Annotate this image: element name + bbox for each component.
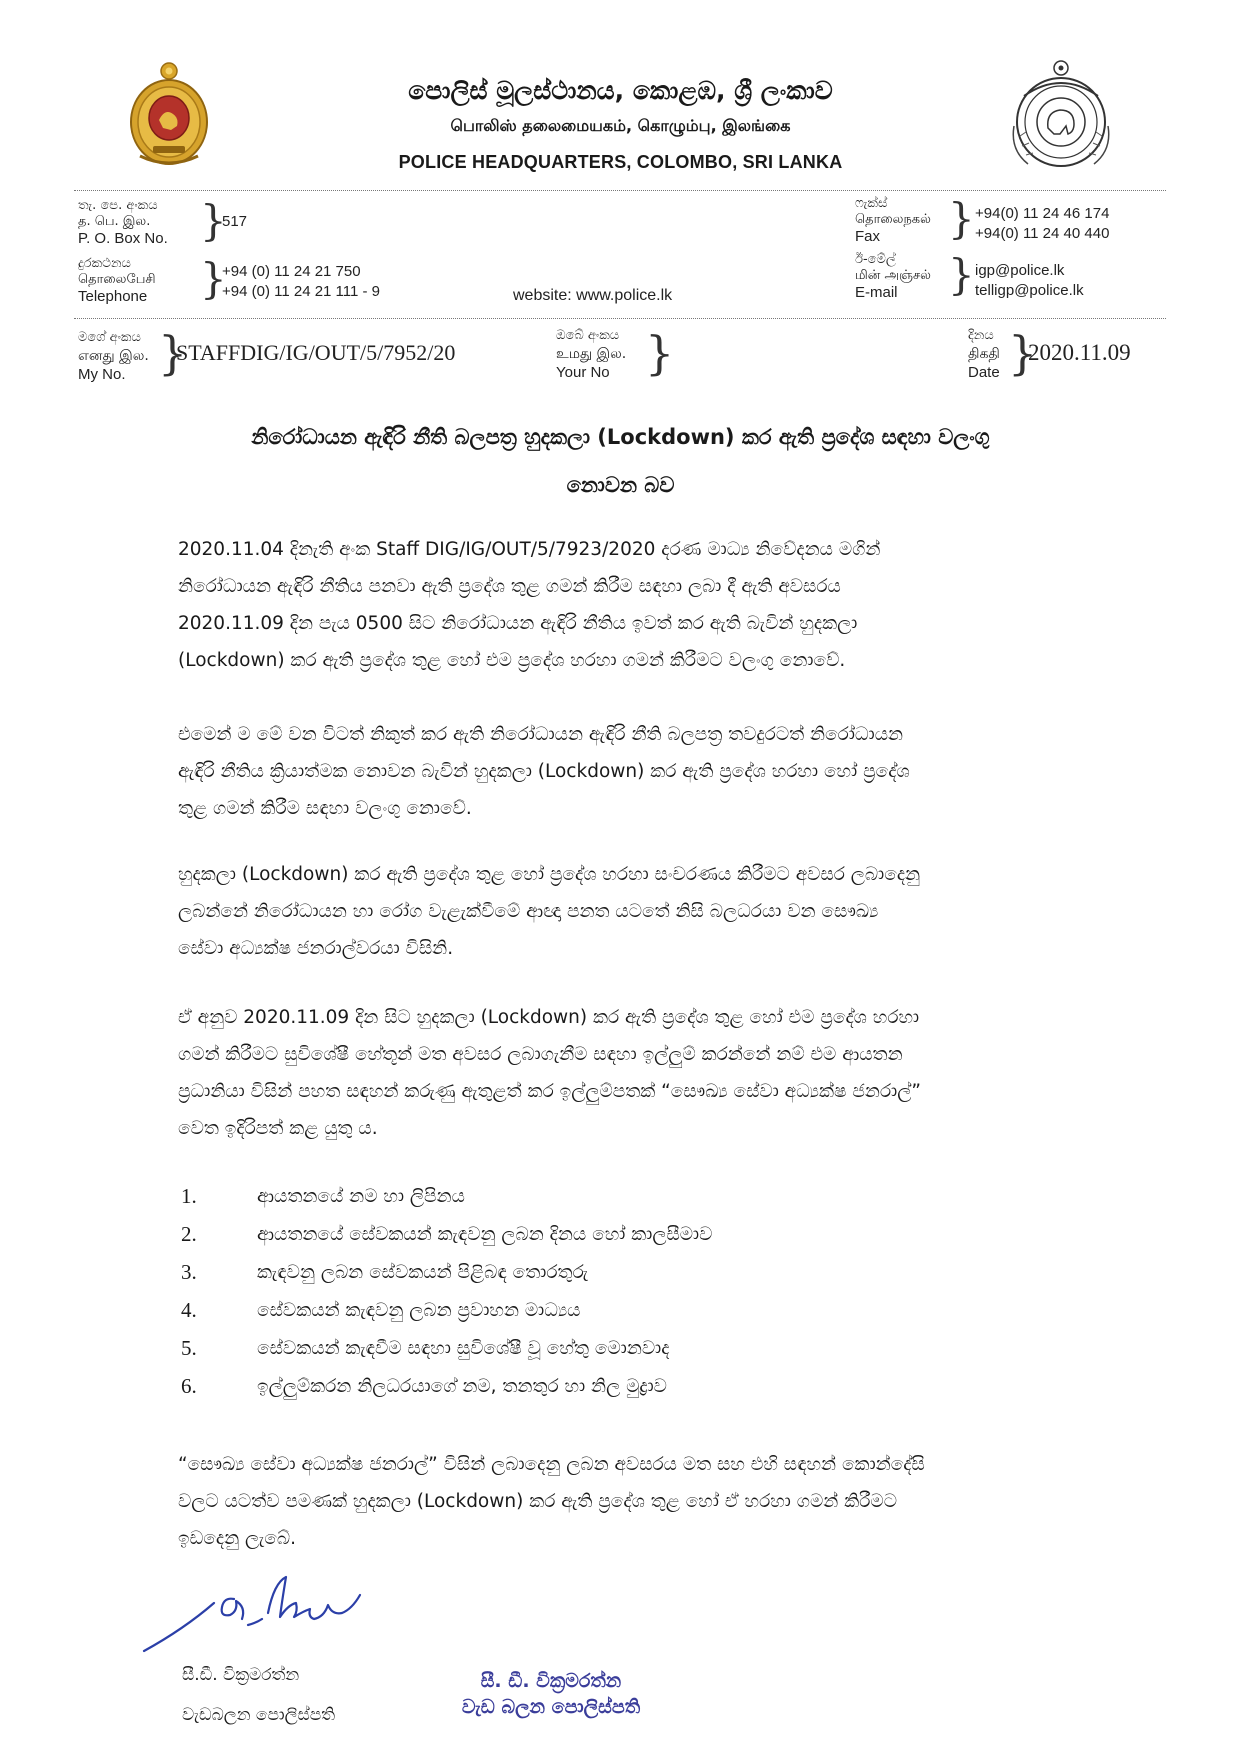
header-title-sinhala: පොලිස් මූලස්ථානය, කොළඹ, ශ්‍රී ලංකාව	[408, 76, 833, 105]
paragraph-4-line-1: ඒ අනුව 2020.11.09 දින සිට හුදකලා (Lockdown) කර ඇති ප්‍රදේශ තුළ හෝ එම ප්‍රදේශ හරහා	[178, 1007, 920, 1028]
paragraph-1	[178, 531, 1153, 679]
paragraph-4	[178, 999, 1153, 1147]
header-divider-bottom	[74, 318, 1166, 319]
paragraph-1-line-2: නිරෝධායන ඇඳිරි නීතිය පනවා ඇති ප්‍රදේශ තුළ ගමන් කිරීම සඳහා ලබා දී ඇති අවසරය	[178, 576, 841, 597]
list-item-2-text: ආයතනයේ සේවකයන් කැඳවනු ලබන දිනය හෝ කාලසීමාව	[257, 1224, 713, 1245]
subject-line-1: නිරෝධායන ඇඳිරි නීති බලපත්‍ර හුදකලා (Lockdown) කර ඇති ප්‍රදේශ සඳහා වලංගු	[251, 425, 990, 449]
email-value-2[interactable]: telligp@police.lk	[975, 282, 1084, 299]
list-item-5-text: සේවකයන් කැඳවීම සඳහා සුවිශේෂී වූ හේතු මොනවාද	[257, 1338, 670, 1359]
fax-label-en: Fax	[855, 228, 881, 245]
official-stamp	[436, 1668, 666, 1720]
email-label-en: E-mail	[855, 284, 898, 301]
closing-line-3: ඉඩදෙනු ලැබේ.	[178, 1528, 296, 1549]
stamp-line-2: වැඩ බලන පොලිස්පති	[461, 1696, 641, 1718]
my-no-label-en: My No.	[78, 366, 126, 383]
telephone-block	[78, 256, 218, 305]
telephone-label-si: දුරකථනය	[78, 256, 131, 271]
closing-line-1: “සෞඛ්‍ය සේවා අධ්‍යක්ෂ ජනරාල්” විසින් ලබාදෙනු ලබන අවසරය මත සහ එහි සඳහන් කොන්දේසි	[178, 1454, 925, 1475]
my-no-label-si: මගේ අංකය	[78, 330, 141, 345]
paragraph-1-line-1: 2020.11.04 දිනැති අංක Staff DIG/IG/OUT/5/7923/2020 දරණ මාධ්‍ය නිවේදනය මගින්	[178, 539, 881, 560]
date-label-ta: திகதி	[968, 346, 1000, 362]
paragraph-2-line-3: තුළ ගමන් කිරීම සඳහා වලංගු නොවේ.	[178, 798, 472, 819]
paragraph-3-line-3: සේවා අධ්‍යක්ෂ ජනරාල්වරයා විසිනි.	[178, 938, 454, 959]
paragraph-3	[178, 856, 1153, 967]
your-no-brace: }	[645, 326, 675, 380]
date-label-en: Date	[968, 364, 1000, 381]
fax-label-ta: தொலைநகல்	[855, 212, 931, 227]
fax-label-si: ෆැක්ස්	[855, 196, 888, 211]
date-value: 2020.11.09	[1028, 340, 1131, 365]
website-link[interactable]: website: www.police.lk	[513, 287, 673, 304]
email-label-ta: மின் அஞ்சல்	[855, 268, 931, 283]
date-brace: }	[1008, 326, 1038, 380]
my-no-value: STAFFDIG/IG/OUT/5/7952/20	[176, 340, 456, 365]
pobox-label-si: තැ. පෙ. අංකය	[78, 198, 158, 213]
telephone-label-en: Telephone	[78, 288, 148, 305]
telephone-values	[222, 262, 380, 302]
signatory-name: සී.ඩී. වික්‍රමරත්න	[182, 1665, 300, 1685]
list-item-4-text: සේවකයන් කැඳවනු ලබන ප්‍රවාහන මාධ්‍යය	[257, 1300, 581, 1321]
telephone-brace: }	[200, 254, 227, 303]
handwritten-signature	[138, 1555, 378, 1665]
stamp-line-1: සී. ඩී. වික්‍රමරත්න	[480, 1670, 622, 1692]
list-item-4-number: 4.	[181, 1298, 197, 1322]
header-title-english: POLICE HEADQUARTERS, COLOMBO, SRI LANKA	[398, 152, 843, 172]
closing-line-2: වලට යටත්ව පමණක් හුදකලා (Lockdown) කර ඇති ප්‍රදේශ තුළ හෝ ඒ හරහා ගමන් කිරීමට	[178, 1491, 898, 1512]
my-no-brace: }	[158, 326, 188, 380]
header-title-tamil: பொலிஸ் தலைமையகம், கொழும்பு, இலங்கை	[450, 116, 791, 135]
pobox-label-ta: த. பெ. இல.	[78, 214, 151, 229]
telephone-value-1: +94 (0) 11 24 21 750	[222, 263, 361, 280]
paragraph-2-line-1: එමෙන් ම මේ වන විටත් නිකුත් කර ඇති නිරෝධායන ඇඳිරි නීති බලපත්‍ර තවදුරටත් නිරෝධායන	[178, 724, 904, 745]
your-no-label-si: ඔබේ අංකය	[556, 328, 620, 343]
your-no-label-en: Your No	[556, 364, 610, 381]
paragraph-4-line-3: ප්‍රධානියා විසින් පහත සඳහන් කරුණු ඇතුළත් කර ඉල්ලුම්පතක් “සෞඛ්‍ය සේවා අධ්‍යක්ෂ ජනරාල්”	[178, 1081, 921, 1102]
list-item-1-number: 1.	[181, 1184, 197, 1208]
pobox-brace: }	[200, 196, 227, 245]
fax-brace: }	[948, 194, 975, 243]
list-item-3-text: කැඳවනු ලබන සේවකයන් පිළිබඳ තොරතුරු	[257, 1262, 589, 1283]
fax-value-1: +94(0) 11 24 46 174	[975, 205, 1110, 222]
paragraph-3-line-1: හුදකලා (Lockdown) කර ඇති ප්‍රදේශ තුළ හෝ ප්‍රදේශ හරහා සංචරණය කිරීමට අවසර ලබාදෙනු	[178, 864, 921, 885]
your-no-block	[556, 328, 656, 381]
closing-paragraph	[178, 1446, 1153, 1557]
list-item-6-text: ඉල්ලුම්කරන නිලධරයාගේ නම, තනතුර හා නිල මුද්‍රාව	[257, 1376, 667, 1397]
email-values	[975, 261, 1084, 301]
header-divider-top	[74, 190, 1166, 191]
email-label-si: ඊ-මේල්	[855, 252, 896, 267]
email-block	[855, 252, 955, 301]
paragraph-4-line-2: ගමන් කිරීමට සුවිශේෂී හේතූන් මත අවසර ලබාගැනීම සඳහා ඉල්ලුම් කරන්නේ නම් එම ආයතන	[178, 1044, 903, 1065]
list-item-1-text: ආයතනයේ නම හා ලිපිනය	[257, 1186, 465, 1207]
fax-values	[975, 204, 1109, 244]
paragraph-3-line-2: ලබන්නේ නිරෝධායන හා රෝග වැළැක්වීමේ ආඥා පනත යටතේ නිසි බලධරයා වන සෞඛ්‍ය	[178, 901, 879, 922]
telephone-value-2: +94 (0) 11 24 21 111 - 9	[222, 283, 381, 300]
pobox-block	[78, 198, 498, 247]
date-label-si: දිනය	[968, 328, 994, 343]
telephone-label-ta: தொலைபேசி	[78, 272, 156, 287]
pobox-label-en: P. O. Box No.	[78, 230, 168, 247]
fax-value-2: +94(0) 11 24 40 440	[975, 225, 1110, 242]
list-item-5-number: 5.	[181, 1336, 197, 1360]
my-no-label-ta: எனது இல.	[78, 348, 149, 364]
paragraph-1-line-4: (Lockdown) කර ඇති ප්‍රදේශ තුළ හෝ එම ප්‍රදේශ හරහා ගමන් කිරීමට වලංගු නොවේ.	[178, 650, 846, 671]
email-brace: }	[948, 250, 975, 299]
pobox-value: 517	[222, 213, 248, 230]
paragraph-2	[178, 716, 1153, 827]
signatory-title: වැඩබලන පොලිස්පති	[182, 1705, 336, 1725]
subject-line-2: නොවන බව	[566, 473, 675, 497]
list-item-6-number: 6.	[181, 1374, 197, 1398]
your-no-label-ta: உமது இல.	[556, 346, 627, 362]
email-value-1[interactable]: igp@police.lk	[975, 262, 1065, 279]
paragraph-1-line-3: 2020.11.09 දින පැය 0500 සිට නිරෝධායන ඇඳිරි නීතිය ඉවත් කර ඇති බැවින් හුදකලා	[178, 613, 858, 634]
list-item-3-number: 3.	[181, 1260, 197, 1284]
list-item-2-number: 2.	[181, 1222, 197, 1246]
paragraph-2-line-2: ඇඳිරි නීතිය ක්‍රියාත්මක නොවන බැවින් හුදකලා (Lockdown) කර ඇති ප්‍රදේශ හරහා හෝ ප්‍රදේශ	[178, 761, 910, 782]
paragraph-4-line-4: වෙත ඉදිරිපත් කළ යුතු ය.	[178, 1118, 378, 1139]
fax-block	[855, 196, 955, 245]
